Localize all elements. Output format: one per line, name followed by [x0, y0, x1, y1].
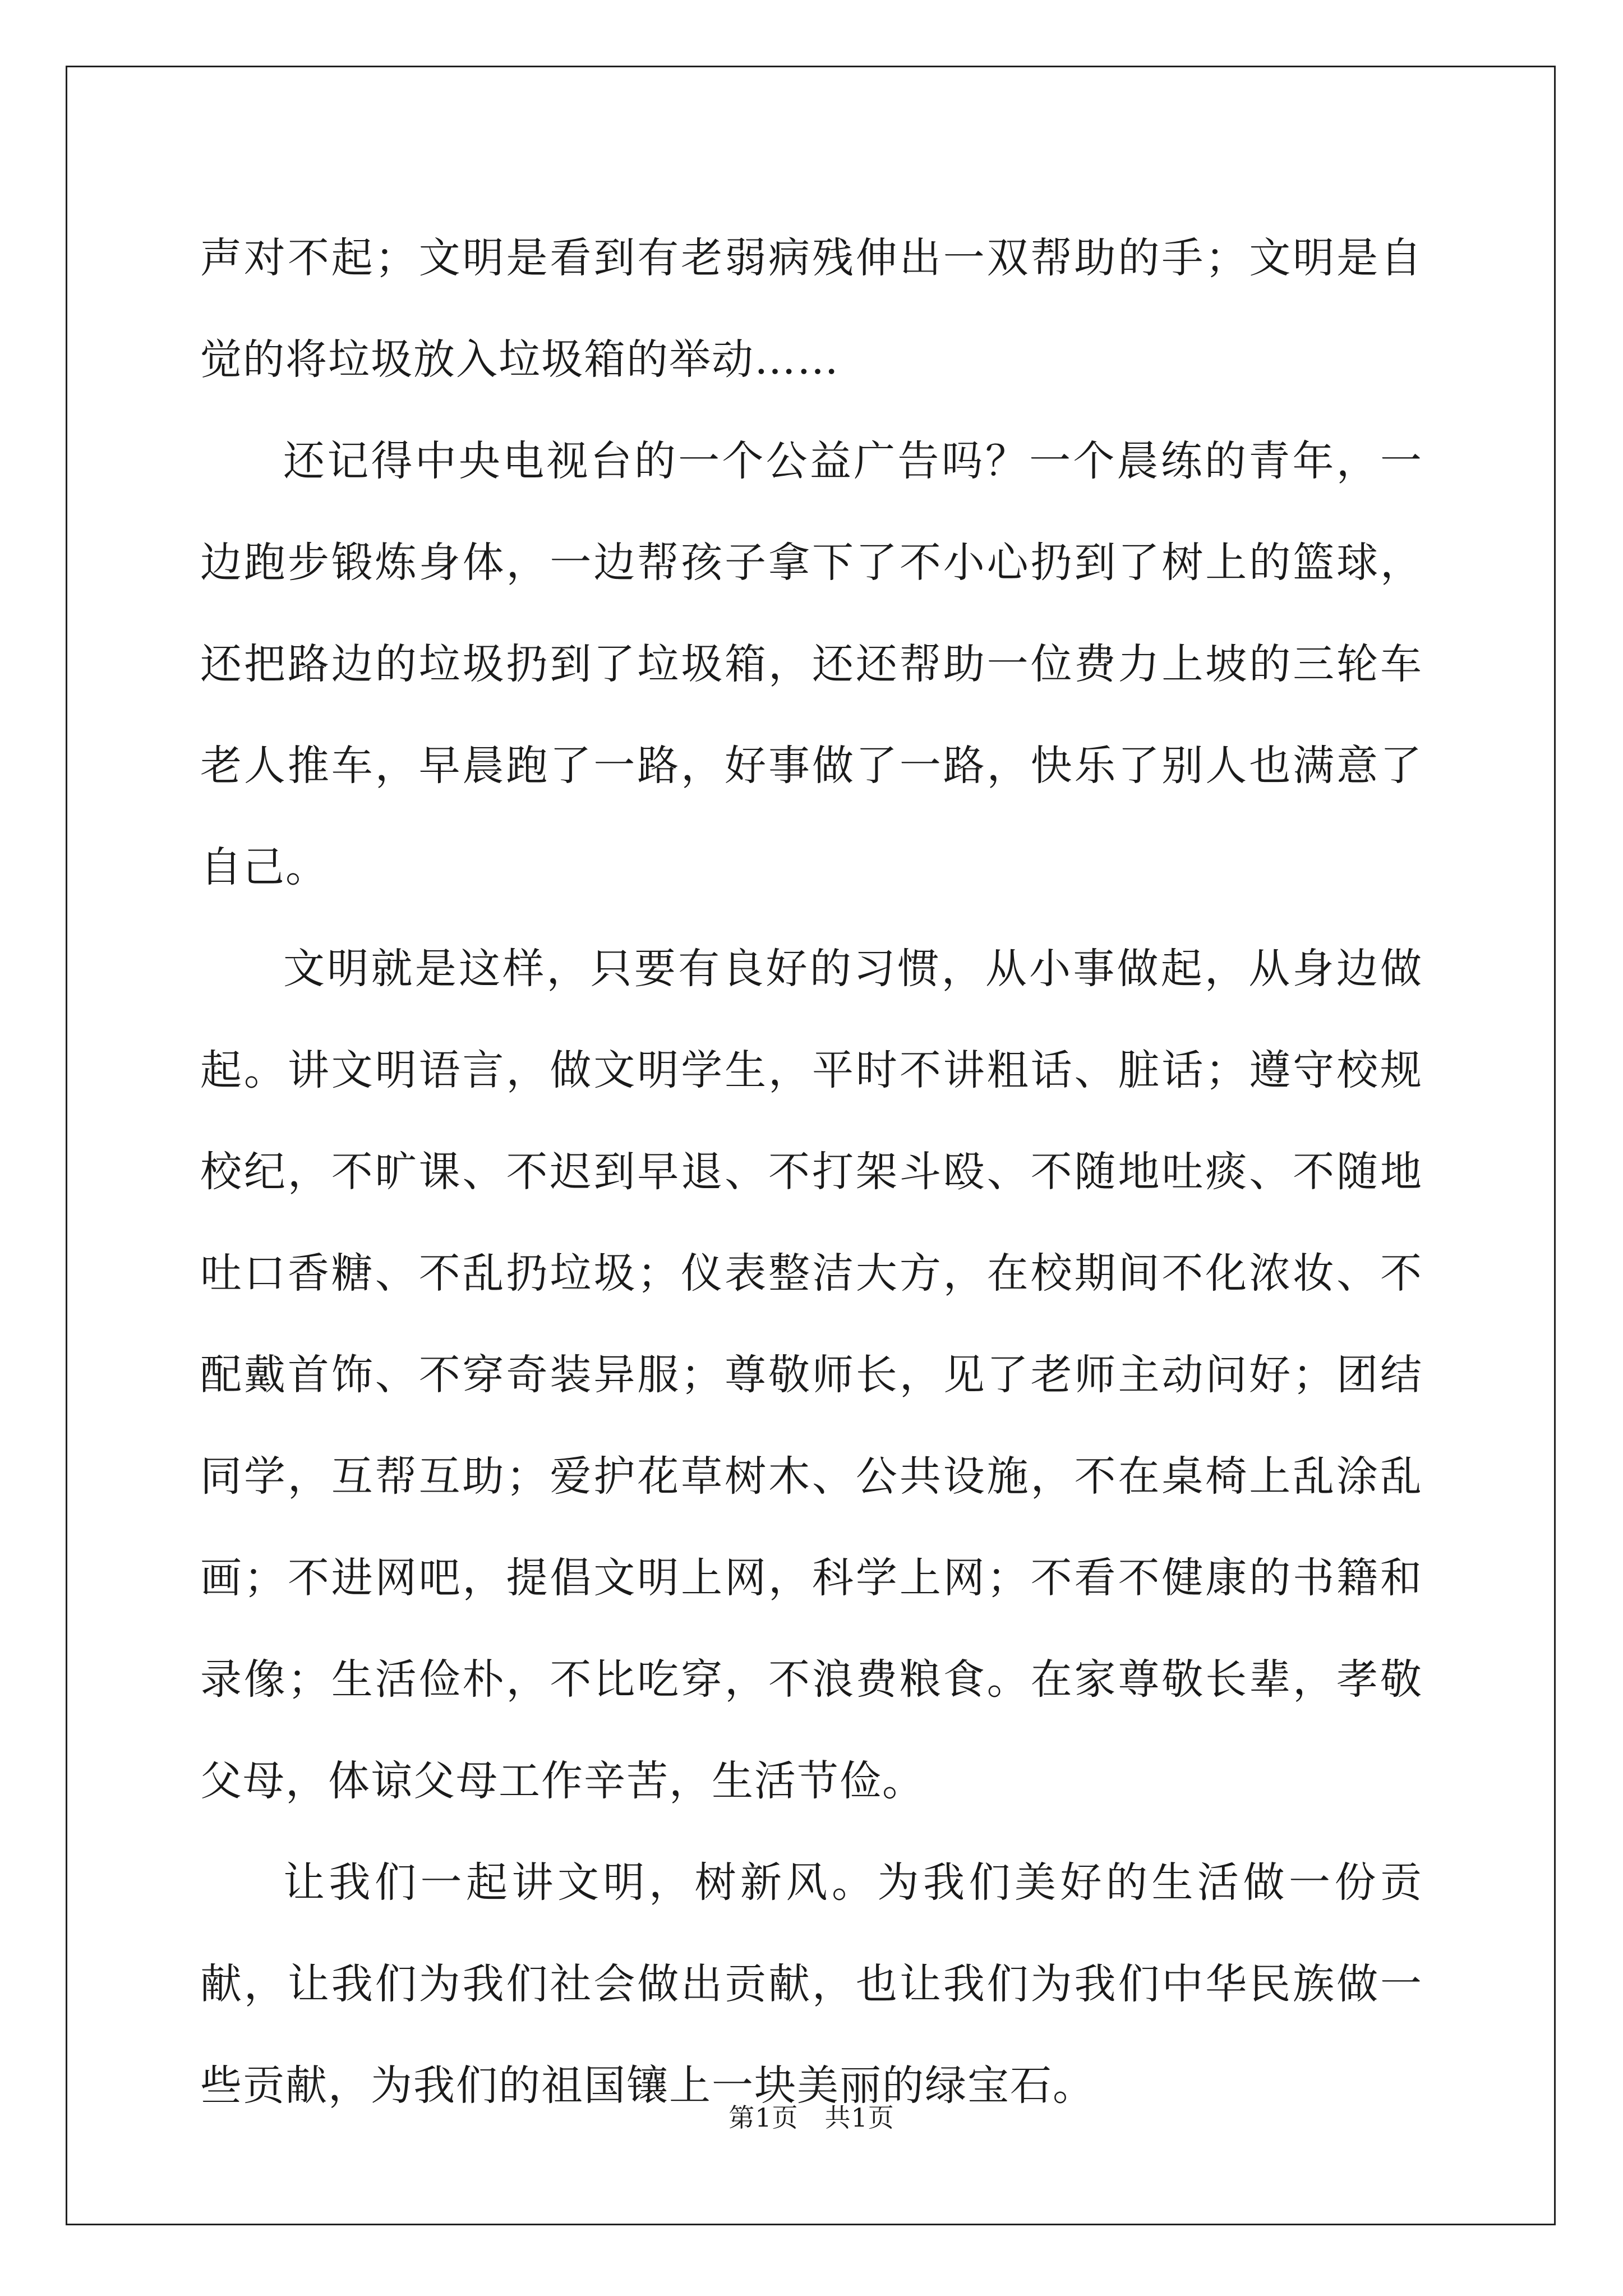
page-footer: 第1页 共1页 [728, 2102, 895, 2133]
document-body [200, 208, 1423, 2137]
paragraph-1: 声对不起；文明是看到有老弱病残伸出一双帮助的手；文明是自觉的将垃圾放入垃圾箱的举动…… [200, 234, 1423, 384]
paragraph-4: 让我们一起讲文明，树新风。为我们美好的生活做一份贡献，让我们为我们社会做出贡献，也让我们为我们中华民族做一些贡献，为我们的祖国镶上一块美丽的绿宝石。 [200, 1858, 1423, 2110]
paragraph-2: 还记得中央电视台的一个公益广告吗？一个晨练的青年，一边跑步锻炼身体，一边帮孩子拿下了不小心扔到了树上的篮球，还把路边的垃圾扔到了垃圾箱，还还帮助一位费力上坡的三轮车老人推车，早晨跑了一路，好事做了一路，快乐了别人也满意了自己。 [200, 437, 1423, 891]
paragraph-3: 文明就是这样，只要有良好的习惯，从小事做起，从身边做起。讲文明语言，做文明学生，平时不讲粗话、脏话；遵守校规校纪，不旷课、不迟到早退、不打架斗殴、不随地吐痰、不随地吐口香糖、不乱扔垃圾；仪表整洁大方，在校期间不化浓妆、不配戴首饰、不穿奇装异服；尊敬师长，见了老师主动问好；团结同学，互帮互助；爱护花草树木、公共设施，不在桌椅上乱涂乱画；不进网吧，提倡文明上网，科学上网；不看不健康的书籍和录像；生活俭朴，不比吃穿，不浪费粮食。在家尊敬长辈，孝敬父母，体谅父母工作辛苦，生活节俭。 [200, 945, 1423, 1805]
